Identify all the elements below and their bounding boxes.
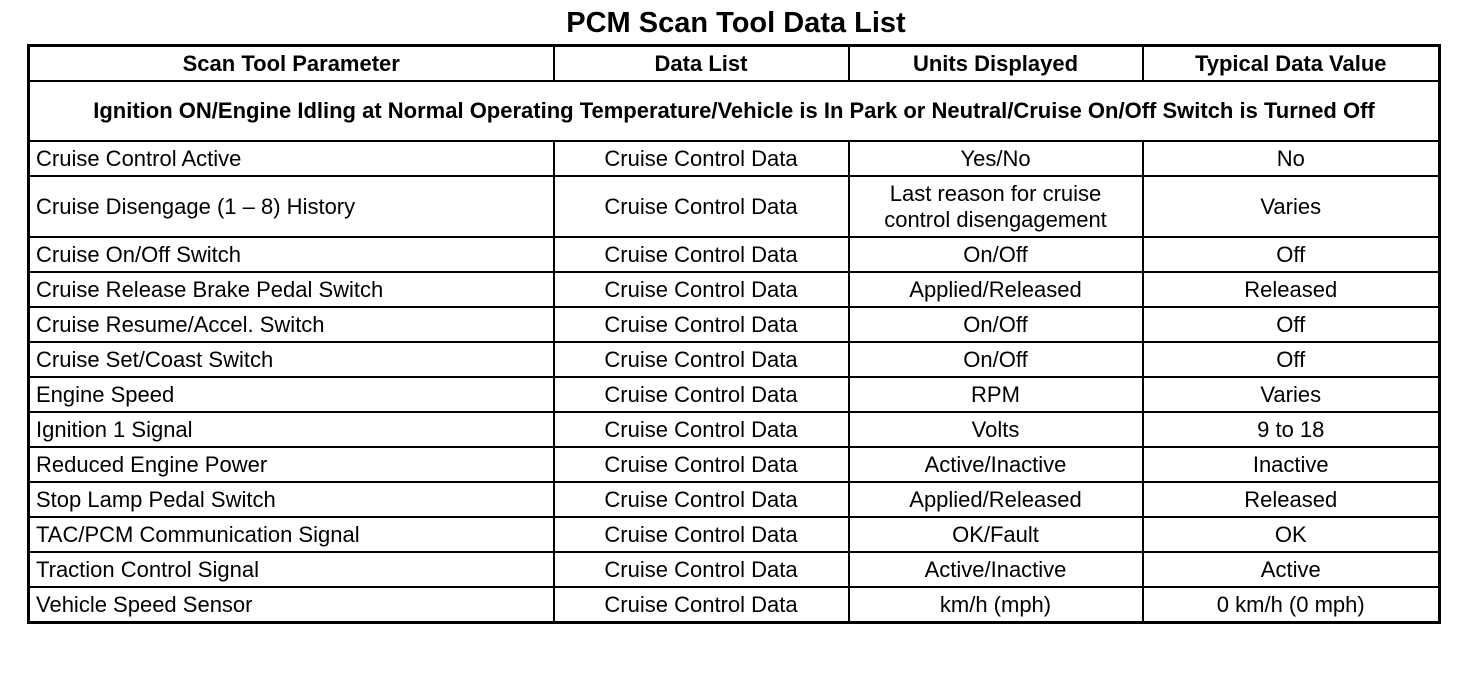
- header-units-displayed: Units Displayed: [849, 46, 1143, 82]
- units-cell: Applied/Released: [849, 272, 1143, 307]
- parameter-cell: Engine Speed: [29, 377, 554, 412]
- units-cell: Volts: [849, 412, 1143, 447]
- typical-value-cell: Inactive: [1143, 447, 1440, 482]
- parameter-cell: Stop Lamp Pedal Switch: [29, 482, 554, 517]
- table-row: [29, 272, 1440, 307]
- table-row: [29, 377, 1440, 412]
- data-list-cell: Cruise Control Data: [554, 272, 849, 307]
- data-list-cell: Cruise Control Data: [554, 482, 849, 517]
- test-condition: Ignition ON/Engine Idling at Normal Operating Temperature/Vehicle is In Park or Neutral/Cruise On/Off Switch is Turned Off: [29, 81, 1440, 141]
- units-cell: Applied/Released: [849, 482, 1143, 517]
- data-list-cell: Cruise Control Data: [554, 412, 849, 447]
- parameter-cell: Cruise Disengage (1 – 8) History: [29, 176, 554, 237]
- units-cell: Active/Inactive: [849, 552, 1143, 587]
- data-list-cell: Cruise Control Data: [554, 517, 849, 552]
- typical-value-cell: Varies: [1143, 377, 1440, 412]
- parameter-cell: Reduced Engine Power: [29, 447, 554, 482]
- typical-value-cell: Off: [1143, 237, 1440, 272]
- parameter-cell: TAC/PCM Communication Signal: [29, 517, 554, 552]
- typical-value-cell: Off: [1143, 307, 1440, 342]
- typical-value-cell: 0 km/h (0 mph): [1143, 587, 1440, 623]
- units-cell: Last reason for cruise control disengagement: [849, 176, 1143, 237]
- table-row: [29, 482, 1440, 517]
- typical-value-cell: OK: [1143, 517, 1440, 552]
- parameter-cell: Cruise On/Off Switch: [29, 237, 554, 272]
- units-cell: On/Off: [849, 237, 1143, 272]
- typical-value-cell: No: [1143, 141, 1440, 176]
- table-row: [29, 141, 1440, 176]
- header-typical-data-value: Typical Data Value: [1143, 46, 1440, 82]
- data-list-cell: Cruise Control Data: [554, 447, 849, 482]
- header-scan-tool-parameter: Scan Tool Parameter: [29, 46, 554, 82]
- typical-value-cell: Released: [1143, 482, 1440, 517]
- table-row: [29, 517, 1440, 552]
- typical-value-cell: Varies: [1143, 176, 1440, 237]
- data-list-cell: Cruise Control Data: [554, 552, 849, 587]
- parameter-cell: Cruise Release Brake Pedal Switch: [29, 272, 554, 307]
- typical-value-cell: Off: [1143, 342, 1440, 377]
- parameter-cell: Vehicle Speed Sensor: [29, 587, 554, 623]
- table-row: [29, 342, 1440, 377]
- data-list-cell: Cruise Control Data: [554, 141, 849, 176]
- data-list-cell: Cruise Control Data: [554, 307, 849, 342]
- units-cell: On/Off: [849, 307, 1143, 342]
- typical-value-cell: Active: [1143, 552, 1440, 587]
- parameter-cell: Traction Control Signal: [29, 552, 554, 587]
- units-cell: RPM: [849, 377, 1143, 412]
- document-title: PCM Scan Tool Data List: [566, 7, 906, 39]
- data-list-cell: Cruise Control Data: [554, 377, 849, 412]
- parameter-cell: Ignition 1 Signal: [29, 412, 554, 447]
- units-cell: Active/Inactive: [849, 447, 1143, 482]
- condition-row: [29, 81, 1440, 141]
- table-row: [29, 587, 1440, 623]
- units-cell: On/Off: [849, 342, 1143, 377]
- header-data-list: Data List: [554, 46, 849, 82]
- typical-value-cell: 9 to 18: [1143, 412, 1440, 447]
- data-list-cell: Cruise Control Data: [554, 176, 849, 237]
- table-row: [29, 237, 1440, 272]
- parameter-cell: Cruise Control Active: [29, 141, 554, 176]
- typical-value-cell: Released: [1143, 272, 1440, 307]
- parameter-cell: Cruise Set/Coast Switch: [29, 342, 554, 377]
- scan-tool-data-table: [27, 44, 1441, 624]
- table-row: [29, 176, 1440, 237]
- table-row: [29, 552, 1440, 587]
- data-list-cell: Cruise Control Data: [554, 342, 849, 377]
- data-list-cell: Cruise Control Data: [554, 587, 849, 623]
- units-cell: km/h (mph): [849, 587, 1143, 623]
- units-cell: OK/Fault: [849, 517, 1143, 552]
- units-cell: Yes/No: [849, 141, 1143, 176]
- table-row: [29, 412, 1440, 447]
- table-row: [29, 447, 1440, 482]
- table-header-row: [29, 46, 1440, 82]
- table-row: [29, 307, 1440, 342]
- parameter-cell: Cruise Resume/Accel. Switch: [29, 307, 554, 342]
- data-list-cell: Cruise Control Data: [554, 237, 849, 272]
